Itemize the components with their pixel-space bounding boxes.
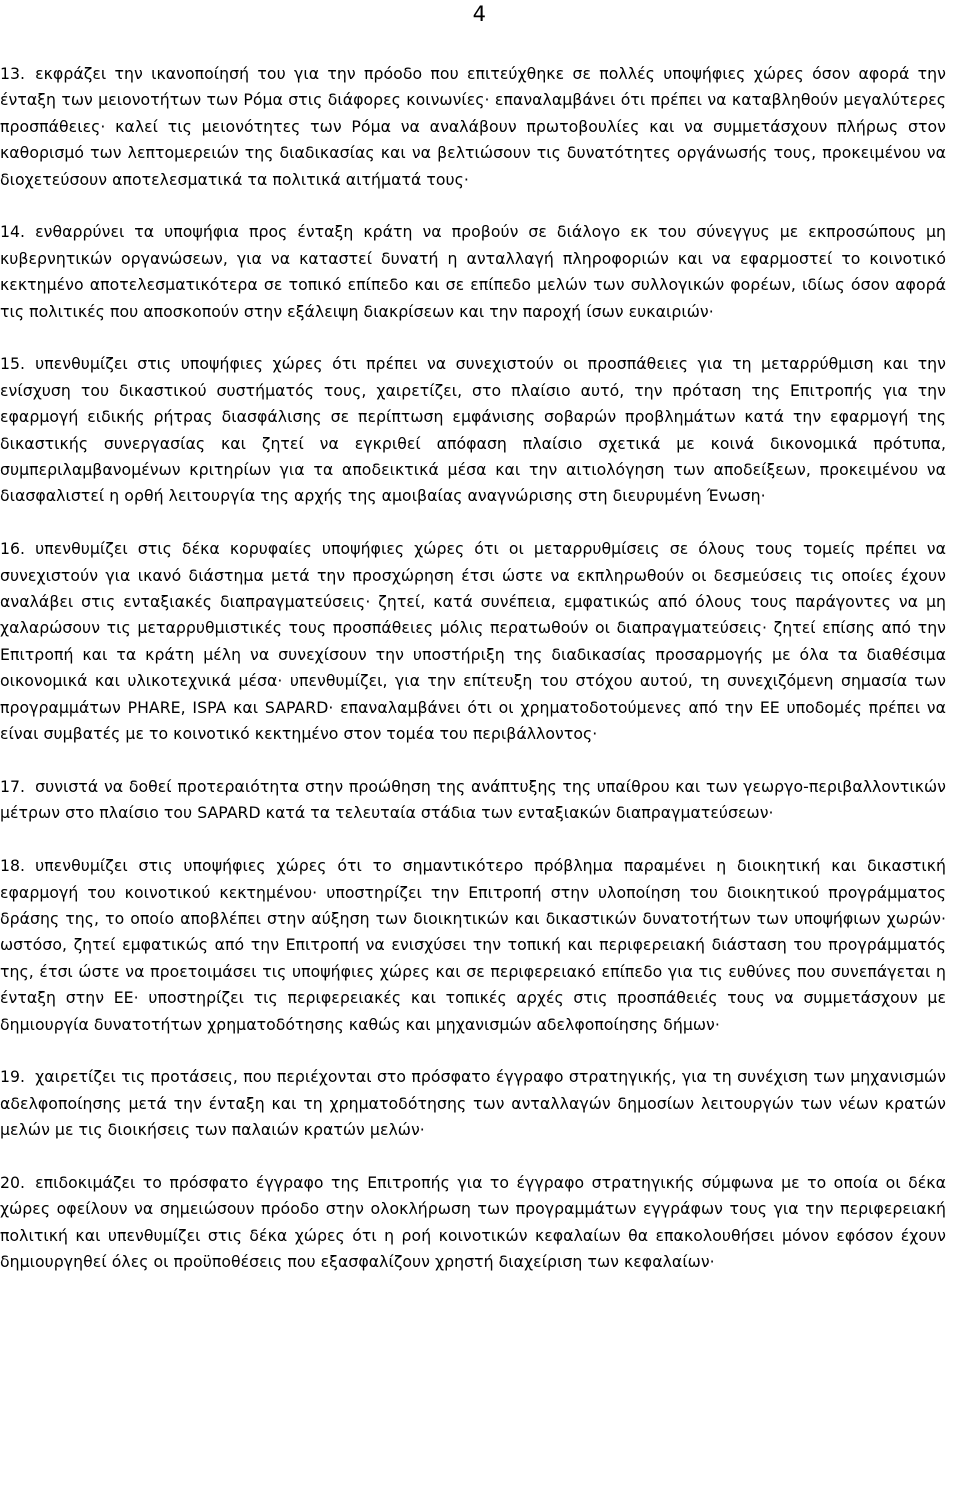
paragraph-text: χαιρετίζει τις προτάσεις, που περιέχονται στο πρόσφατο έγγραφο στρατηγικής, για τη συνέχιση των μηχανισμών αδελφοποίησης μετά την ένταξη και τη χρηματοδότησης των ανταλλαγών δημοσίων λειτουργών των νέων κρατών μελών με τις διοικήσεις των παλαιών κρατών μελών· [0,1067,946,1140]
paragraph-text: υπενθυμίζει στις υποψήφιες χώρες ότι το σημαντικότερο πρόβλημα παραμένει η διοικητική και δικαστική εφαρμογή του κοινοτικού κεκτημένου· υποστηρίζει την Επιτροπή στην υλοποίηση του διοικητικού προγράμματος δράσης της, το οποίο αποβλέπει στην αύξηση των διοικητικών και δικαστικών δυνατοτήτων των υποψήφιων χωρών· ωστόσο, ζητεί εμφατικώς από την Επιτροπή να ενισχύσει την τοπική και περιφερειακή διάσταση του προγράμματός της, έτσι ώστε να προετοιμάσει τις υποψήφιες χώρες και σε περιφερειακό επίπεδο για τις ευθύνες που συνεπάγεται η ένταξη στην ΕΕ· υποστηρίζει τις περιφερειακές και τοπικές αρχές στις προσπάθειές τους να συμμετάσχουν με δημιουργία δυνατοτήτων χρηματοδότησης καθώς και μηχανισμών αδελφοποίησης δήμων· [0,856,946,1034]
paragraph-number: 13. [0,64,26,83]
page-number: 4 [472,2,486,26]
paragraph-text: υπενθυμίζει στις δέκα κορυφαίες υποψήφιες χώρες ότι οι μεταρρυθμίσεις σε όλους τους τομείς πρέπει να συνεχιστούν για ικανό διάστημα μετά την προσχώρηση έτσι ώστε να εκπληρωθούν οι δεσμεύσεις τις οποίες έχουν αναλάβει στις ενταξιακές διαπραγματεύσεις· ζητεί, κατά συνέπεια, εμφατικώς από όλους τους παράγοντες να μη χαλαρώσουν τις μεταρρυθμιστικές τους προσπάθειες μόλις περατωθούν οι διαπραγματεύσεις· ζητεί επίσης από την Επιτροπή και τα κράτη μέλη να συνεχίσουν την υποστήριξη της διαδικασίας προσαρμογής με όλα τα διαθέσιμα οικονομικά και υλικοτεχνικά μέσα· υπενθυμίζει, για την επίτευξη του στόχου αυτού, τη συνεχιζόμενη σημασία των προγραμμάτων PHARE, ISPA και SAPARD· επαναλαμβάνει ότι οι χρηματοδοτούμενες από την ΕΕ υποδομές πρέπει να είναι συμβατές με το κοινοτικό κεκτημένο στον τομέα του περιβάλλοντος· [0,539,946,744]
paragraph-text: επιδοκιμάζει το πρόσφατο έγγραφο της Επιτροπής για το έγγραφο στρατηγικής σύμφωνα με το οποία οι δέκα χώρες οφείλουν να σημειώσουν πρόοδο στην ολοκλήρωση των προγραμμάτων εγγράφων τους για την περιφερειακή πολιτική και υπενθυμίζει στις δέκα χώρες ότι η ροή κοινοτικών κεφαλαίων θα επακολουθήσει μόνον εφόσον έχουν δημιουργηθεί όλες οι προϋποθέσεις που εξασφαλίζουν χρηστή διαχείριση των κεφαλαίων· [0,1172,946,1272]
paragraph-number: 15. [0,354,26,374]
paragraph-text: συνιστά να δοθεί προτεραιότητα στην προώθηση της ανάπτυξης της υπαίθρου και των γεωργο-περιβαλλοντικών μέτρων στο πλαίσιο του SAPARD κατά τα τελευταία στάδια των ενταξιακών διαπραγματεύσεων· [0,776,946,823]
paragraph-15 [0,351,946,509]
paragraph-text: ενθαρρύνει τα υποψήφια προς ένταξη κράτη να προβούν σε διάλογο εκ του σύνεγγυς με εκπροσώπους μη κυβερνητικών οργανώσεων, για να καταστεί δυνατή η ανταλλαγή πληροφοριών και να εφαρμοστεί το κοινοτικό κεκτημένο αποτελεσματικότερα σε τοπικό επίπεδο και σε επίπεδο μελών των συλλογικών φορέων, ιδίως όσον αφορά τις πολιτικές που αποσκοπούν στην εξάλειψη διακρίσεων και την παροχή ίσων ευκαιριών· [0,222,946,321]
paragraph-number: 14. [0,222,26,242]
document-body [0,61,946,1302]
paragraph-number: 17. [0,776,26,796]
paragraph-text: υπενθυμίζει στις υποψήφιες χώρες ότι πρέπει να συνεχιστούν οι προσπάθειες για τη μεταρρύθμιση και την ενίσχυση του δικαστικού συστήματός τους, χαιρετίζει, στο πλαίσιο αυτό, την πρόταση της Επιτροπής για την εφαρμογή ειδικής ρήτρας διασφάλισης σε περίπτωση εμφάνισης σοβαρών προβλημάτων κατά την εφαρμογή της δικαστικής συνεργασίας και ζητεί να εγκριθεί απόφαση πλαίσιο σχετικά με κοινά δικονομικά πρότυπα, συμπεριλαμβανομένων κριτηρίων για τα αποδεικτικά μέσα και την αιτιολόγηση των αποδείξεων, προκειμένου να διασφαλιστεί η ορθή λειτουργία της αρχής της αμοιβαίας αναγνώρισης στη διευρυμένη Ένωση· [0,354,946,506]
paragraph-17 [0,774,946,827]
paragraph-text: εκφράζει την ικανοποίησή του για την πρόοδο που επιτεύχθηκε σε πολλές υποψήφιες χώρες όσον αφορά την ένταξη των μειονοτήτων των Ρόμα στις διάφορες κοινωνίες· επαναλαμβάνει ότι πρέπει να καταβληθούν μεγαλύτερες προσπάθειες· καλεί τις μειονότητες των Ρόμα να αναλάβουν πρωτοβουλίες και να συμμετάσχουν πλήρως στον καθορισμό των λεπτομερειών της διαδικασίας και να βελτιώσουν τις δυνατότητες οργάνωσής τους, προκειμένου να διοχετεύσουν αποτελεσματικά τα πολιτικά αιτήματά τους· [0,64,946,189]
paragraph-18 [0,853,946,1038]
paragraph-16 [0,536,946,747]
paragraph-14 [0,219,946,325]
paragraph-number: 20. [0,1172,26,1192]
paragraph-19 [0,1064,946,1143]
paragraph-number: 18. [0,856,26,876]
paragraph-number: 16. [0,539,26,559]
paragraph-number: 19. [0,1067,26,1087]
paragraph-20 [0,1170,946,1276]
paragraph-13 [0,61,946,193]
